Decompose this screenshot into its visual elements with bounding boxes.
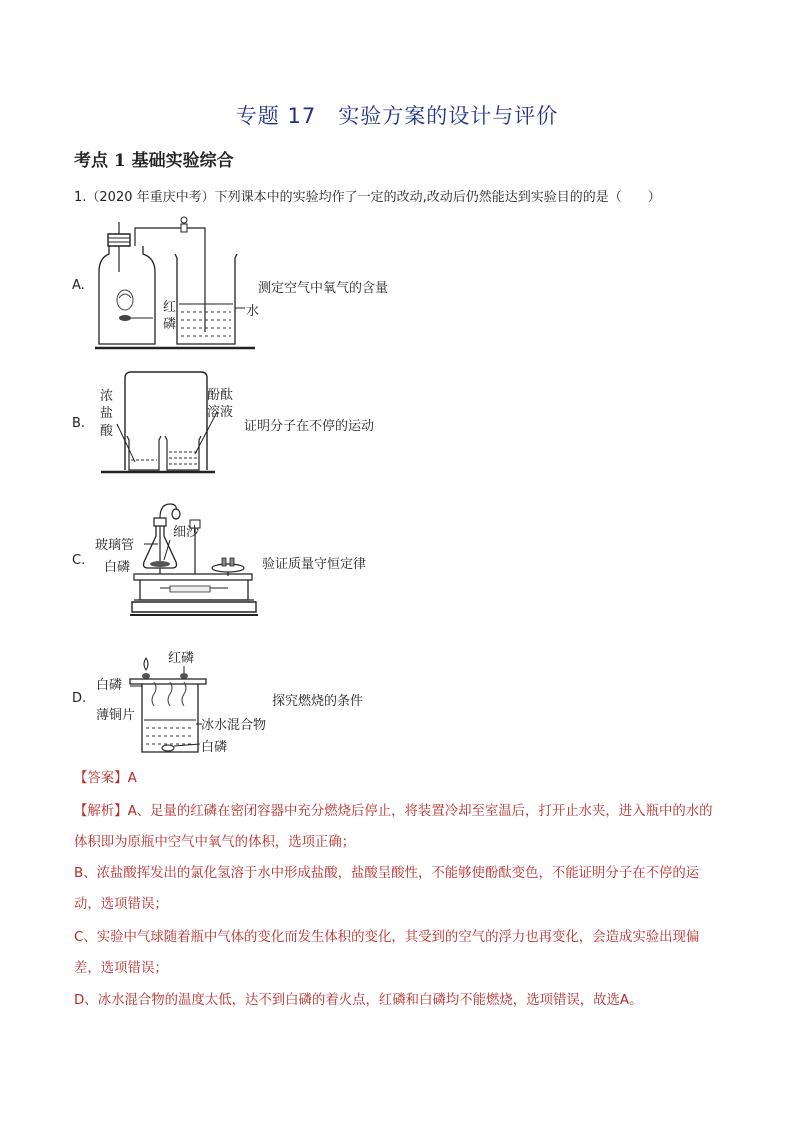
option-a-letter: A. [72,278,85,293]
analysis-paragraph-c: C、实验中气球随着瓶中气体的变化而发生体积的变化，其受到的空气的浮力也再变化，会造成实验出现偏差，选项错误； [74,930,700,976]
answer-tag: 【答案】 [74,771,128,786]
option-a-label-red: 红 [163,300,177,315]
option-b-label-phenolphthalein: 酚酞 [207,388,234,403]
option-c-label-glass-tube: 玻璃管 [95,538,135,553]
option-c-label-white-phosphorus: 白磷 [104,560,131,575]
analysis-paragraph-a [74,796,724,858]
analysis-paragraph-d: D、冰水混合物的温度太低，达不到白磷的着火点，红磷和白磷均不能燃烧，选项错误，故选A。 [74,993,643,1008]
option-b-label-acid: 酸 [100,424,114,439]
option-a-label-water: 水 [246,304,260,319]
analysis-tag: 【解析】 [74,804,128,819]
option-d-label-copper-sheet: 薄铜片 [96,708,136,723]
option-d-letter: D. [72,691,87,706]
option-c-label-fine-sand: 细沙 [173,525,200,540]
section-heading: 考点 1 基础实验综合 [74,151,234,171]
option-c-letter: C. [72,553,86,568]
option-b-label-concentrated: 浓 [100,389,114,404]
option-d-label-white-phosphorus-bottom: 白磷 [201,740,228,755]
apparatus-a-diagram [95,222,275,352]
analysis-text-a: A、足量的红磷在密闭容器中充分燃烧后停止，将装置冷却至室温后，打开止水夹，进入瓶中的水的体积即为原瓶中空气中氧气的体积，选项正确； [74,804,713,850]
option-d-label-red-phosphorus: 红磷 [168,651,195,666]
analysis-paragraph-b: B、浓盐酸挥发出的氯化氢溶于水中形成盐酸，盐酸呈酸性，不能够使酚酞变色，不能证明分子在不停的运动，选项错误； [74,866,700,912]
option-a-label-phosphorus: 磷 [163,317,177,332]
option-b-label-solution: 溶液 [207,405,234,420]
option-c-description: 验证质量守恒定律 [262,557,367,572]
page-title: 专题 17 实验方案的设计与评价 [235,104,559,128]
option-d-label-ice-water: 冰水混合物 [201,718,267,733]
option-a-description: 测定空气中氧气的含量 [258,281,389,296]
option-b-label-hydrochloric: 盐 [100,406,114,421]
option-b-letter: B. [72,416,86,431]
option-d-label-white-phosphorus-top: 白磷 [96,678,123,693]
question-stem: 1.（2020 年重庆中考）下列课本中的实验均作了一定的改动,改动后仍然能达到实验目的的是（ ） [74,190,661,205]
answer-value: A [127,771,137,786]
option-d-description: 探究燃烧的条件 [272,694,364,709]
answer-line [74,767,137,786]
option-b-description: 证明分子在不停的运动 [244,419,375,434]
apparatus-c-diagram [130,500,260,625]
